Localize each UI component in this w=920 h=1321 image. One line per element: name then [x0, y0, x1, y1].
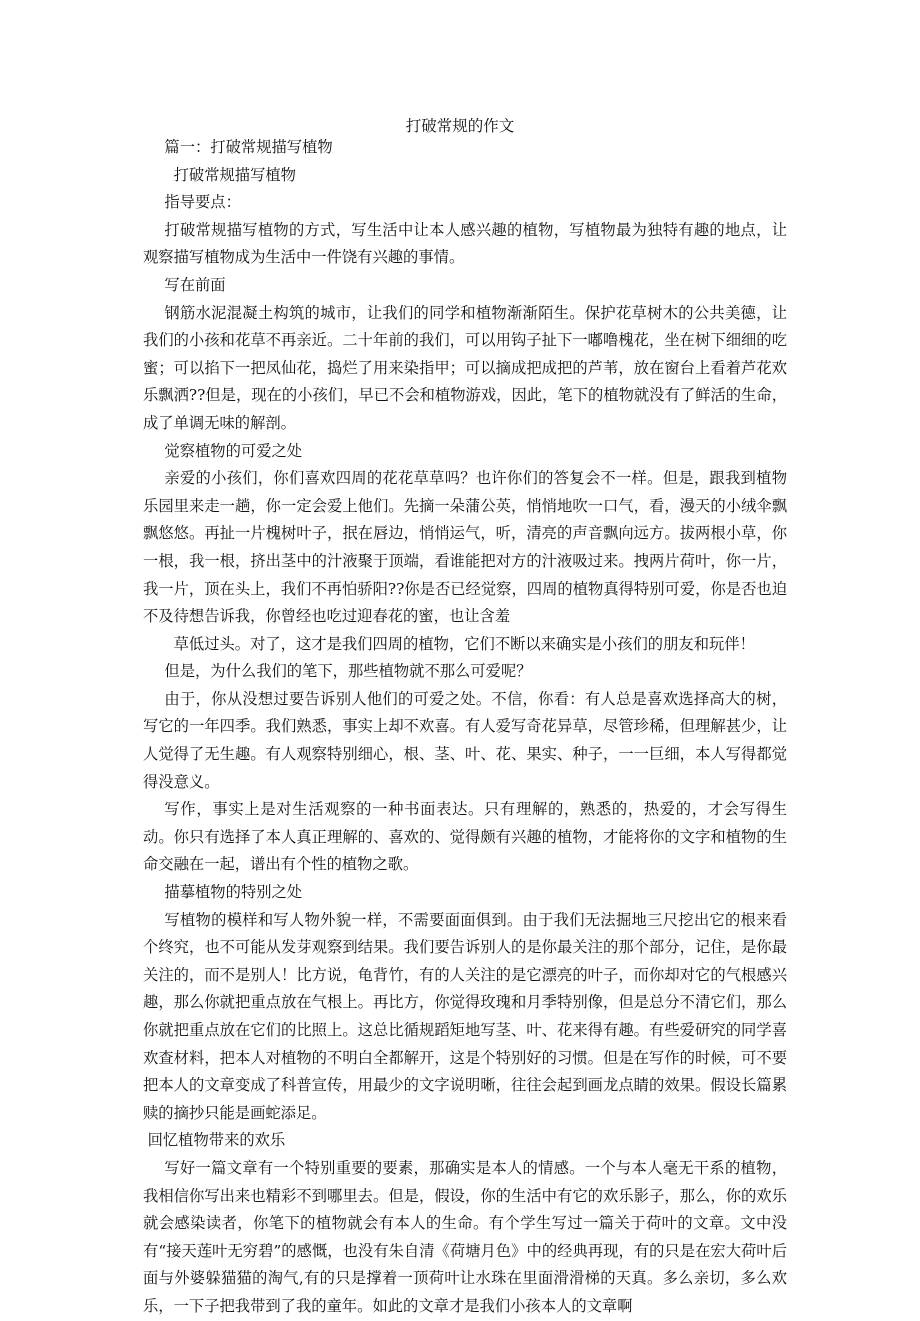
paragraph: 钢筋水泥混凝土构筑的城市，让我们的同学和植物渐渐陌生。保护花草树木的公共美德，让我们的小孩和花草不再亲近。二十年前的我们，可以用钩子扯下一嘟噜槐花，坐在树下细细的吃蜜；可以掐下一把凤仙花，捣烂了用来染指甲；可以摘成把成把的芦苇，放在窗台上看着芦花欢乐飘洒??但是，现在的小孩们，早已不会和植物游戏，因此，笔下的植物就没有了鲜活的生命，成了单调无味的解剖。 [143, 303, 787, 432]
section-heading: 指导要点： [164, 193, 241, 212]
subtitle: 打破常规描写植物 [173, 165, 296, 184]
paragraph: 草低过头。对了，这才是我们四周的植物，它们不断以来确实是小孩们的朋友和玩伴！ [173, 634, 755, 653]
chapter-heading: 篇一：打破常规描写植物 [164, 138, 333, 156]
section-heading: 觉察植物的可爱之处 [164, 441, 303, 460]
section-heading: 回忆植物带来的欢乐 [147, 1131, 286, 1150]
paragraph: 由于，你从没想过要告诉别人他们的可爱之处。不信，你看：有人总是喜欢选择高大的树，写它的一年四季。我们熟悉，事实上却不欢喜。有人爱写奇花异草，尽管珍稀，但理解甚少，让人觉得了无生趣。有人观察特别细心，根、茎、叶、花、果实、种子，一一巨细，本人写得都觉得没意义。 [143, 689, 787, 791]
paragraph: 写植物的模样和写人物外貌一样，不需要面面俱到。由于我们无法掘地三尺挖出它的根来看个终究，也不可能从发芽观察到结果。我们要告诉别人的是你最关注的那个部分，记住，是你最关注的，而不是别人！比方说，龟背竹，有的人关注的是它漂亮的叶子，而你却对它的气根感兴趣，那么你就把重点放在气根上。再比方，你觉得玫瑰和月季特别像，但是总分不清它们，那么你就把重点放在它们的比照上。这总比循规蹈矩地写茎、叶、花来得有趣。有些爱研究的同学喜欢查材料，把本人对植物的不明白全都解开，这是个特别好的习惯。但是在写作的时候，可不要把本人的文章变成了科普宣传，用最少的文字说明晰，往往会起到画龙点睛的效果。假设长篇累赎的摘抄只能是画蛇添足。 [143, 910, 787, 1122]
paragraph: 写作，事实上是对生活观察的一种书面表达。只有理解的，熟悉的，热爱的，才会写得生动。你只有选择了本人真正理解的、喜欢的、觉得颇有兴趣的植物，才能将你的文字和植物的生命交融在一起，谱出有个性的植物之歌。 [143, 800, 787, 874]
paragraph: 但是，为什么我们的笔下，那些植物就不那么可爱呢？ [164, 662, 532, 681]
section-heading: 写在前面 [164, 275, 226, 294]
paragraph: 打破常规描写植物的方式，写生活中让本人感兴趣的植物，写植物最为独特有趣的地点，让观察描写植物成为生活中一件饶有兴趣的事情。 [143, 220, 787, 267]
section-heading: 描摹植物的特别之处 [164, 883, 303, 902]
document-body [143, 134, 787, 1321]
document-title: 打破常规的作文 [405, 117, 515, 135]
paragraph: 亲爱的小孩们，你们喜欢四周的花花草草吗？也许你们的答复会不一样。但是，跟我到植物乐园里来走一趟，你一定会爱上他们。先摘一朵蒲公英，悄悄地吹一口气，看，漫天的小绒伞飘飘悠悠。再扯一片槐树叶子，抿在唇边，悄悄运气，听，清亮的声音飘向远方。拔两根小草，你一根，我一根，挤出茎中的汁液聚于顶端，看谁能把对方的汁液吸过来。拽两片荷叶，你一片，我一片，顶在头上，我们不再怕骄阳??你是否已经觉察，四周的植物真得特别可爱，你是否也迫不及待想告诉我，你曾经也吃过迎春花的蜜，也让含羞 [143, 469, 787, 626]
paragraph: 写好一篇文章有一个特别重要的要素，那确实是本人的情感。一个与本人毫无干系的植物，我相信你写出来也精彩不到哪里去。但是，假设，你的生活中有它的欢乐影子，那么，你的欢乐就会感染读者，你笔下的植物就会有本人的生命。有个学生写过一篇关于荷叶的文章。文中没有“接天莲叶无穷碧”的感慨，也没有朱自清《荷塘月色》中的经典再现，有的只是在宏大荷叶后面与外婆躲猫猫的淘气,有的只是撑着一顶荷叶让水珠在里面滑滑梯的天真。多么亲切，多么欢乐，一下子把我带到了我的童年。如此的文章才是我们小孩本人的文章啊 [143, 1158, 787, 1315]
